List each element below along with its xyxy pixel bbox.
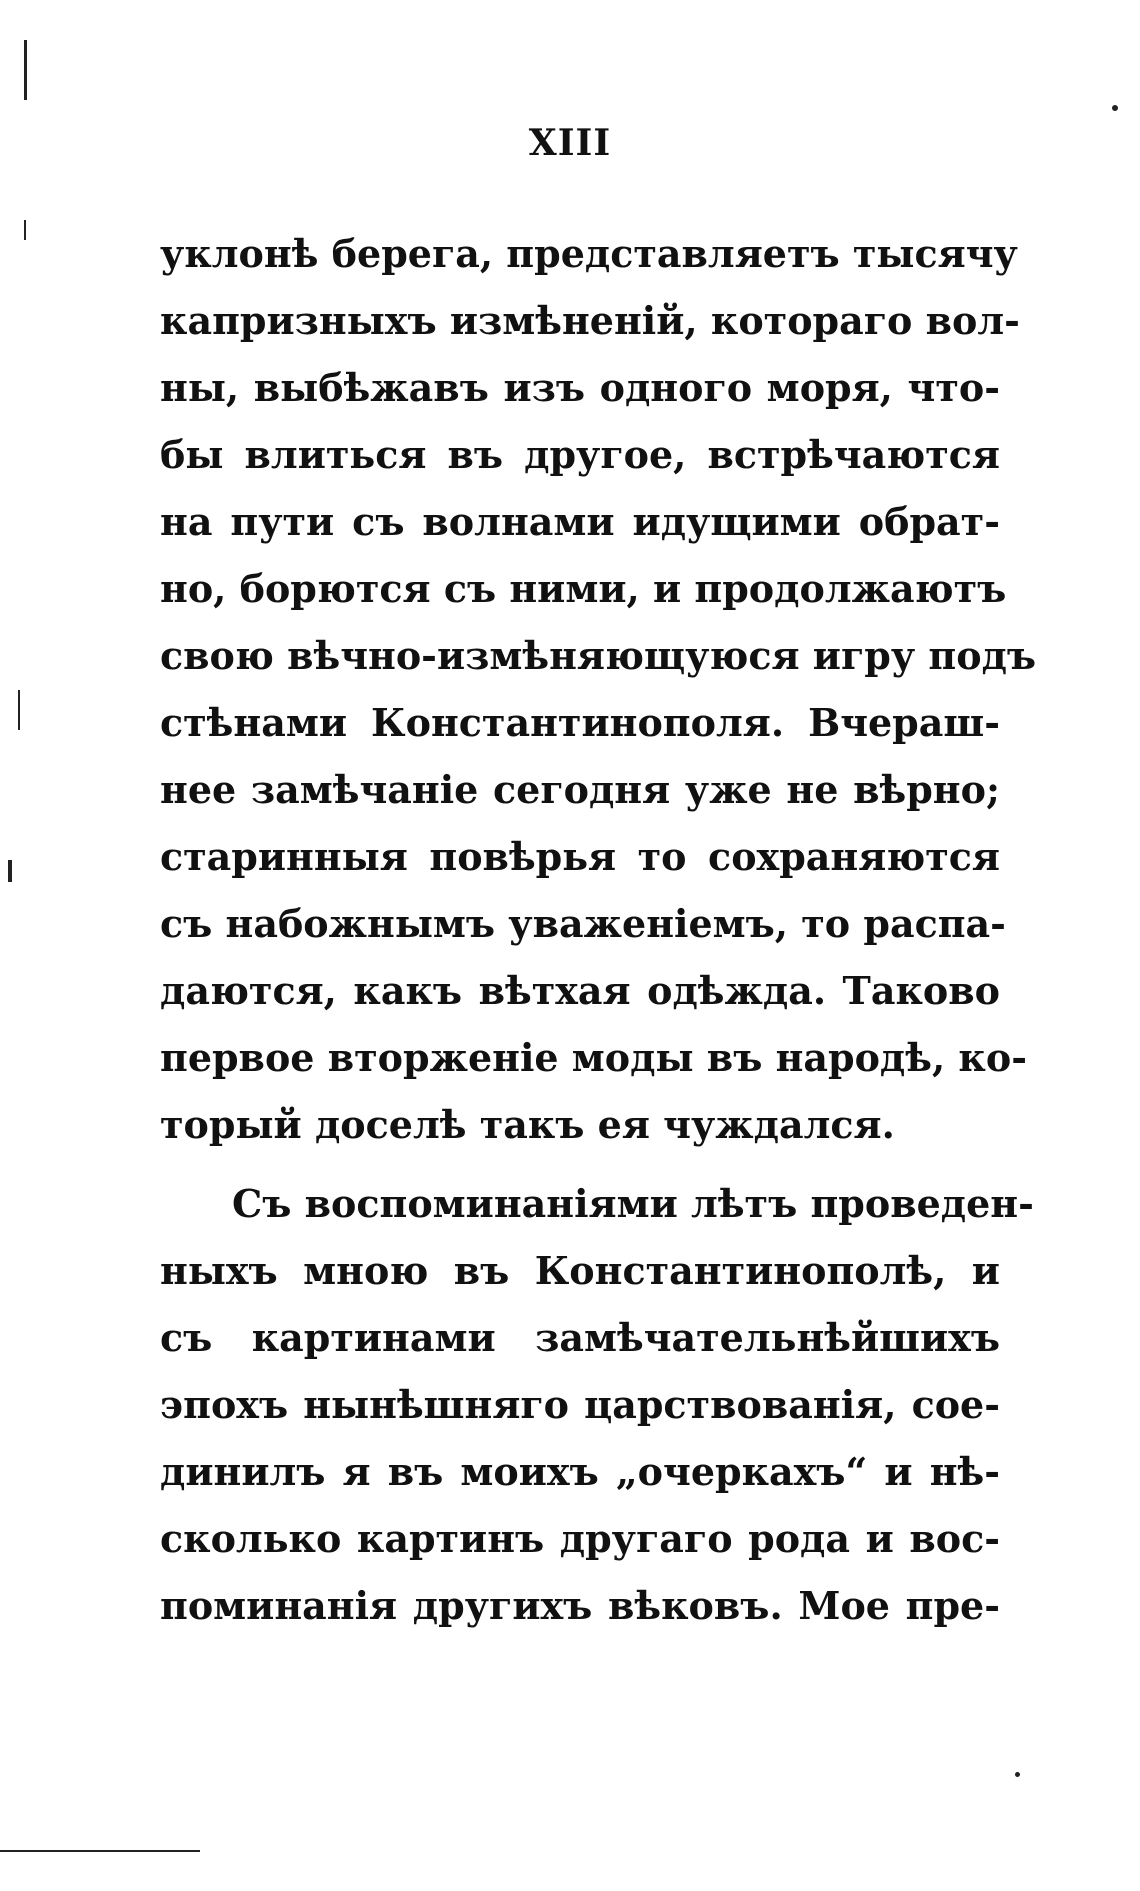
text-line: торый доселѣ такъ ея чуждался. xyxy=(160,1102,895,1147)
text-line: первое вторженіе моды въ народѣ, ко- xyxy=(160,1035,1027,1080)
text-line: свою вѣчно-измѣняющуюся игру подъ xyxy=(160,633,1037,678)
scan-mark xyxy=(1015,1772,1020,1777)
text-line: на пути съ волнами идущими обрат- xyxy=(160,499,1000,544)
text-line: Съ воспоминаніями лѣтъ проведен- xyxy=(232,1181,1034,1226)
paragraph-1 xyxy=(160,220,1037,1158)
text-line: уклонѣ берега, представляетъ тысячу xyxy=(160,231,1018,276)
text-line: съ набожнымъ уваженіемъ, то распа- xyxy=(160,901,1006,946)
body-text xyxy=(160,220,1037,1639)
scan-mark xyxy=(8,860,12,882)
text-line: бы влиться въ другое, встрѣчаются xyxy=(160,432,1000,477)
text-line: ны, выбѣжавъ изъ одного моря, что- xyxy=(160,365,1000,410)
scan-mark xyxy=(1112,105,1118,111)
text-line: динилъ я въ моихъ „очеркахъ“ и нѣ- xyxy=(160,1449,1000,1494)
scan-mark xyxy=(24,40,27,100)
scan-mark xyxy=(24,220,26,240)
scan-mark xyxy=(18,690,20,730)
text-line: капризныхъ измѣненій, котораго вол- xyxy=(160,298,1020,343)
text-line: старинныя повѣрья то сохраняются xyxy=(160,834,1000,879)
text-line: но, борются съ ними, и продолжаютъ xyxy=(160,566,1007,611)
scan-mark xyxy=(0,1850,200,1852)
text-line: эпохъ нынѣшняго царствованія, сое- xyxy=(160,1382,1000,1427)
text-line: нее замѣчаніе сегодня уже не вѣрно; xyxy=(160,767,1000,812)
paragraph-gap xyxy=(160,1158,1000,1170)
text-line: съ картинами замѣчательнѣйшихъ xyxy=(160,1315,1000,1360)
page-number: XIII xyxy=(528,122,612,164)
text-line: стѣнами Константинополя. Вчераш- xyxy=(160,700,1000,745)
text-line: ныхъ мною въ Константинополѣ, и xyxy=(160,1248,1000,1293)
text-line: сколько картинъ другаго рода и вос- xyxy=(160,1516,1000,1561)
text-line: даются, какъ вѣтхая одѣжда. Таково xyxy=(160,968,1000,1013)
paragraph-2 xyxy=(160,1170,1034,1639)
text-line: поминанія другихъ вѣковъ. Мое пре- xyxy=(160,1583,1000,1628)
